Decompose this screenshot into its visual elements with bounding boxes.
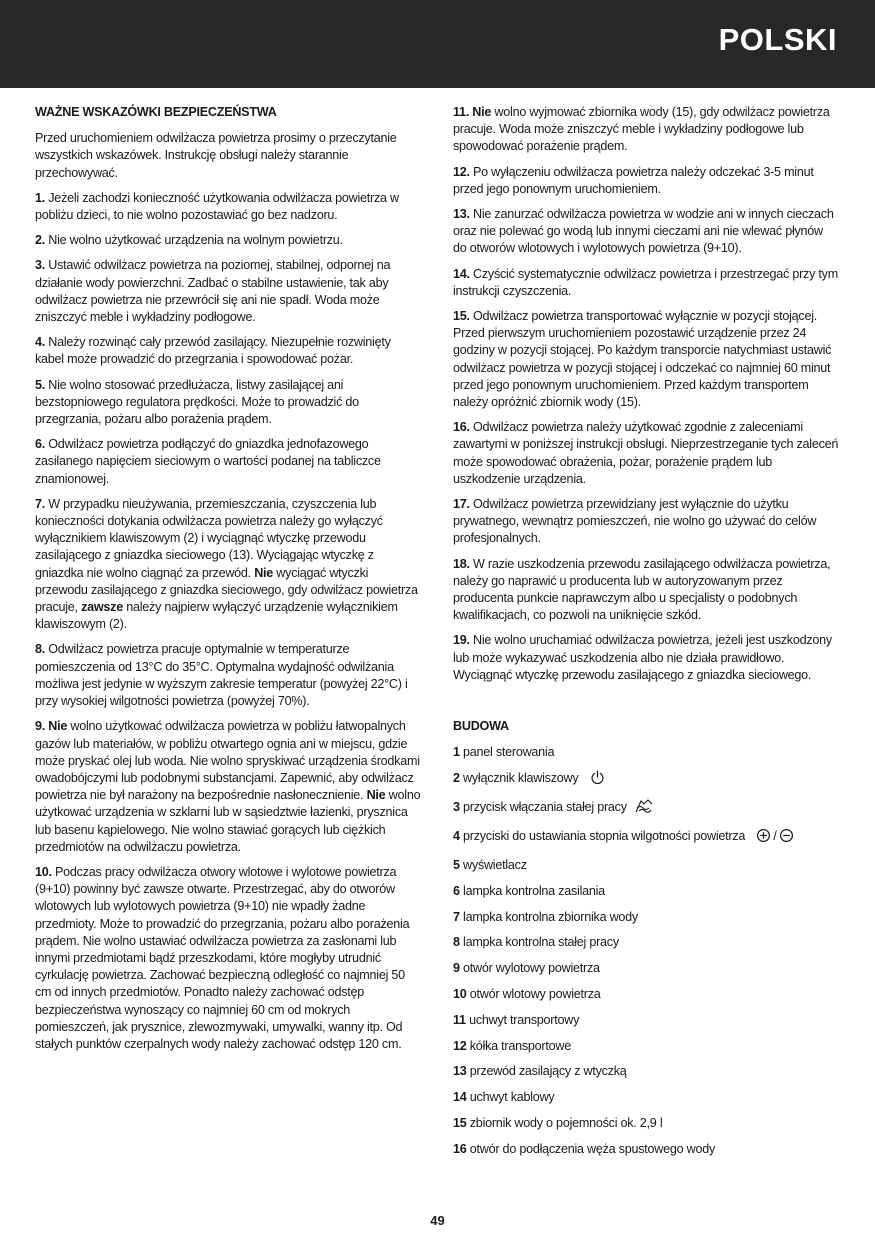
item-text: Po wyłączeniu odwilżacza powietrza należy odczekać 3-5 minut przed jego ponownym uruchomieniem. — [453, 164, 814, 196]
safety-item-3 — [35, 257, 421, 326]
safety-item-12 — [453, 164, 839, 198]
item-number: 7. — [35, 496, 46, 511]
item-text: lampka kontrolna stałej pracy — [459, 935, 619, 950]
budowa-item-10 — [453, 986, 839, 1003]
item-number: 2 — [453, 770, 460, 785]
section-spacer — [453, 692, 839, 718]
item-number: 14 — [453, 1090, 467, 1105]
budowa-item-14 — [453, 1089, 839, 1106]
safety-heading: WAŻNE WSKAZÓWKI BEZPIECZEŃSTWA — [35, 105, 277, 119]
item-number: 5 — [453, 858, 460, 873]
safety-intro: Przed uruchomieniem odwilżacza powietrza prosimy o przeczytanie wszystkich wskazówek. Instrukcję obsługi należy starannie przechowywać. — [35, 131, 397, 180]
icon-separator: / — [773, 829, 777, 844]
item-text: W przypadku nieużywania, przemieszczania, czyszczenia lub konieczności dotykania odwilżacza powietrza należy go wyłączyć wyłącznikiem klawiszowym (2) i wyciągnąć wtyczkę przewodu zasilającego z gniazdka sieciowego (13). Wyciągając wtyczkę z gniazdka nie wolno ciągnąć za przewód. — [35, 496, 383, 580]
budowa-item-7 — [453, 909, 839, 926]
item-number: 10 — [453, 987, 467, 1002]
budowa-item-9 — [453, 960, 839, 977]
power-icon — [590, 770, 605, 790]
budowa-heading: BUDOWA — [453, 719, 509, 734]
item-text: lampka kontrolna zbiornika wody — [459, 909, 638, 924]
item-text: Odwilżacz powietrza pracuje optymalnie w temperaturze pomieszczenia od 13°C do 35°C. Optymalna wydajność odwilżania możliwa jest jedynie w wyższym zakresie temperatur (powyżej 22°C) i przy wysokiej wilgotności powietrza (powyżej 70%). — [35, 642, 408, 709]
item-text: W razie uszkodzenia przewodu zasilającego odwilżacza powietrza, należy go naprawić u producenta lub w autoryzowanym przez producenta punkcie naprawczym albo u specjalisty o podobnych kwalifikacjach, co pozwoli na uniknięcie szkód. — [453, 556, 831, 623]
item-number: 10. — [35, 864, 52, 879]
item-text: Nie zanurzać odwilżacza powietrza w wodzie ani w innych cieczach oraz nie polewać go wodą lub innymi cieczami ani nie wlewać płynów do otworów wlotowych i wylotowych powietrza (9+10). — [453, 207, 834, 256]
item-number: 19. — [453, 633, 470, 648]
item-number: 7 — [453, 909, 460, 924]
item-text: uchwyt kablowy — [466, 1090, 555, 1105]
item-text: Czyścić systematycznie odwilżacz powietrza i przestrzegać przy tym instrukcji czyszczenia. — [453, 266, 838, 298]
item-text: kółka transportowe — [466, 1038, 571, 1053]
item-number: 2. — [35, 233, 46, 248]
item-number: 18. — [453, 556, 470, 571]
item-text: wyświetlacz — [459, 858, 527, 873]
item-number: 8. — [35, 642, 46, 657]
item-emphasis: zawsze — [81, 600, 123, 615]
item-number: 4. — [35, 335, 46, 350]
safety-item-6 — [35, 436, 421, 488]
item-text: Ustawić odwilżacz powietrza na poziomej, stabilnej, odpornej na działanie wody powierzchni. Zadbać o stabilne ustawienie, tak aby odwilżacz powietrza nie przewrócił się ani nie spadł. Woda może zniszczyć meble i wykładziny podłogowe. — [35, 258, 391, 325]
page-number: 49 — [430, 1213, 445, 1228]
safety-item-17 — [453, 496, 839, 548]
item-text: Nie wolno uruchamiać odwilżacza powietrza, jeżeli jest uszkodzony lub może wykazywać uszkodzenia albo nie działa prawidłowo. Wyciągnąć wtyczkę przewodu zasilającego z gniazdka sieciowego. — [453, 633, 832, 682]
safety-item-18 — [453, 556, 839, 625]
item-text: Należy rozwinąć cały przewód zasilający. Niezupełnie rozwinięty kabel może prowadzić do przegrzania i spowodować pożar. — [35, 335, 391, 367]
item-number: 13. — [453, 207, 470, 222]
item-text: Odwilżacz powietrza transportować wyłącznie w pozycji stojącej. Przed pierwszym uruchomieniem pozostawić urządzenie przez 24 godziny w pozycji stojącej. Po każdym transporcie natychmiast ustawić odwilżacz powietrza w pozycji stojącej i odczekać co najmniej 60 minut przed jego ponownym uruchomieniem. Przed każdym transportem należy opróżnić zbiornik wody (15). — [453, 309, 832, 410]
safety-item-13 — [453, 206, 839, 258]
item-text: należy najpierw wyłączyć urządzenie wyłącznikiem klawiszowym (2). — [35, 600, 398, 632]
item-number: 14. — [453, 266, 470, 281]
item-number: 15 — [453, 1116, 467, 1131]
safety-item-4 — [35, 334, 421, 368]
budowa-item-5 — [453, 857, 839, 874]
safety-item-8 — [35, 641, 421, 710]
item-text: wolno użytkować odwilżacza powietrza w pobliżu łatwopalnych gazów lub materiałów, w pobliżu otwartego ognia ani w miejscu, gdzie może pryskać olej lub woda. Nie wolno spryskiwać urządzenia środkami owadobójczymi lub podobnymi substancjami. Zapewnić, aby odwilżacz powietrza nie był narażony na bezpośrednie nasłonecznienie. — [35, 719, 420, 803]
item-text: Nie wolno użytkować urządzenia na wolnym powietrzu. — [45, 233, 343, 248]
minus-circle-icon — [779, 828, 794, 848]
item-text: wolno wyjmować zbiornika wody (15), gdy odwilżacz powietrza pracuje. Woda może zniszczyć meble i wykładziny podłogowe lub spowodować porażenie prądem. — [453, 105, 830, 154]
safety-item-1 — [35, 190, 421, 224]
safety-item-16 — [453, 419, 839, 488]
budowa-item-6 — [453, 883, 839, 900]
item-number: 3. — [35, 258, 46, 273]
plus-circle-icon — [756, 828, 771, 848]
item-text: otwór do podłączenia węża spustowego wody — [466, 1141, 716, 1156]
safety-item-9 — [35, 718, 421, 856]
budowa-item-11 — [453, 1012, 839, 1029]
item-text: wyłącznik klawiszowy — [459, 770, 579, 785]
safety-item-11 — [453, 104, 839, 156]
item-text: przewód zasilający z wtyczką — [466, 1064, 627, 1079]
language-label: POLSKI — [718, 22, 837, 57]
item-number: 17. — [453, 497, 470, 512]
safety-item-19 — [453, 632, 839, 684]
item-number: 6 — [453, 883, 460, 898]
item-text: przycisk włączania stałej pracy — [459, 800, 627, 815]
item-number: 16 — [453, 1141, 467, 1156]
safety-item-2 — [35, 232, 421, 249]
safety-item-7 — [35, 496, 421, 634]
item-text: Odwilżacz powietrza podłączyć do gniazdka jednofazowego zasilanego napięciem sieciowym o wartości podanej na tabliczce znamionowej. — [35, 437, 381, 486]
item-number: 8 — [453, 935, 460, 950]
item-number: 9. Nie — [35, 719, 68, 734]
safety-item-15 — [453, 308, 839, 411]
budowa-item-1 — [453, 744, 839, 761]
item-number: 5. — [35, 377, 46, 392]
item-number: 3 — [453, 800, 460, 815]
item-text: uchwyt transportowy — [465, 1012, 580, 1027]
left-column — [35, 104, 421, 1061]
item-text: otwór wylotowy powietrza — [459, 961, 600, 976]
item-text: Odwilżacz powietrza należy użytkować zgodnie z zaleceniami zawartymi w poniższej instrukcji obsługi. Nieprzestrzeganie tych zaleceń może spowodować obrażenia, pożar, porażenie prądem lub uszkodzenie urządzenia. — [453, 420, 839, 486]
item-number: 11. Nie — [453, 105, 492, 119]
item-text: wolno użytkować urządzenia w szklarni lub w sąsiedztwie łazienki, prysznica lub basenu kąpielowego. Nie wolno stawiać gorących lub ciężkich przedmiotów na odwilżaczu powietrza. — [35, 788, 421, 854]
item-text: Jeżeli zachodzi konieczność użytkowania odwilżacza powietrza w pobliżu dzieci, to nie wolno pozostawiać go bez nadzoru. — [35, 190, 399, 223]
item-text: zbiornik wody o pojemności ok. 2,9 l — [466, 1116, 663, 1131]
item-number: 1. — [35, 190, 46, 205]
page-header — [0, 0, 875, 88]
budowa-item-16 — [453, 1141, 839, 1158]
budowa-item-2 — [453, 770, 839, 790]
item-text: lampka kontrolna zasilania — [459, 883, 605, 898]
budowa-item-4 — [453, 828, 839, 848]
item-text: wyciągać wtyczki przewodu zasilającego z gniazdka sieciowego, gdy odwilżacz powietrza pracuje, — [35, 565, 418, 615]
budowa-item-12 — [453, 1038, 839, 1055]
item-number: 4 — [453, 829, 460, 844]
budowa-item-13 — [453, 1063, 839, 1080]
item-text: panel sterowania — [459, 744, 555, 759]
budowa-item-3 — [453, 798, 839, 819]
item-text: Nie wolno stosować przedłużacza, listwy zasilającej ani bezstopniowego regulatora prędkości. Może to prowadzić do przegrzania, pożaru albo porażenia prądem. — [35, 377, 359, 427]
item-number: 1 — [453, 744, 460, 759]
item-number: 16. — [453, 420, 470, 435]
item-number: 6. — [35, 437, 46, 452]
budowa-item-8 — [453, 934, 839, 951]
item-text: otwór wlotowy powietrza — [466, 987, 601, 1002]
item-emphasis: Nie — [254, 565, 274, 580]
safety-item-14 — [453, 266, 839, 300]
item-text: Odwilżacz powietrza przewidziany jest wyłącznie do użytku prywatnego, wewnątrz pomieszczeń, nie wolno go używać do celów profesjonalnych. — [453, 497, 817, 546]
safety-item-10 — [35, 864, 421, 1053]
item-number: 11 — [453, 1012, 466, 1027]
safety-item-5 — [35, 377, 421, 429]
budowa-item-15 — [453, 1115, 839, 1132]
continuous-mode-icon — [634, 798, 654, 819]
item-text: przyciski do ustawiania stopnia wilgotności powietrza — [459, 829, 746, 844]
item-number: 9 — [453, 961, 460, 976]
item-number: 15. — [453, 309, 470, 324]
item-number: 13 — [453, 1064, 467, 1079]
item-text: Podczas pracy odwilżacza otwory wlotowe i wylotowe powietrza (9+10) powinny być zawsze otwarte. Przestrzegać, aby do otworów wlotowych lub wylotowych powietrza (9+10) nie wpadły żadne przedmioty. Może to prowadzić do przegrzania, pożaru albo porażenia prądem. Nie wolno ustawiać odwilżacza powietrza za zasłonami lub innymi przedmiotami bądź przeszkodami, które mogłyby utrudnić cyrkulację powietrza. Zachować bezpieczną odległość co najmniej 50 cm od innych przedmiotów. Ponadto należy zachować odstęp bezpieczeństwa wynoszący co najmniej 60 cm od mokrych pomieszczeń, jak prysznice, zlewozmywaki, umywalki, wanny itp. Od stałych punktów czerpalnych wody należy zachować odstęp 120 cm. — [35, 864, 410, 1051]
item-number: 12. — [453, 164, 470, 179]
item-number: 12 — [453, 1038, 467, 1053]
right-column — [453, 104, 839, 1167]
item-emphasis: Nie — [366, 788, 386, 803]
